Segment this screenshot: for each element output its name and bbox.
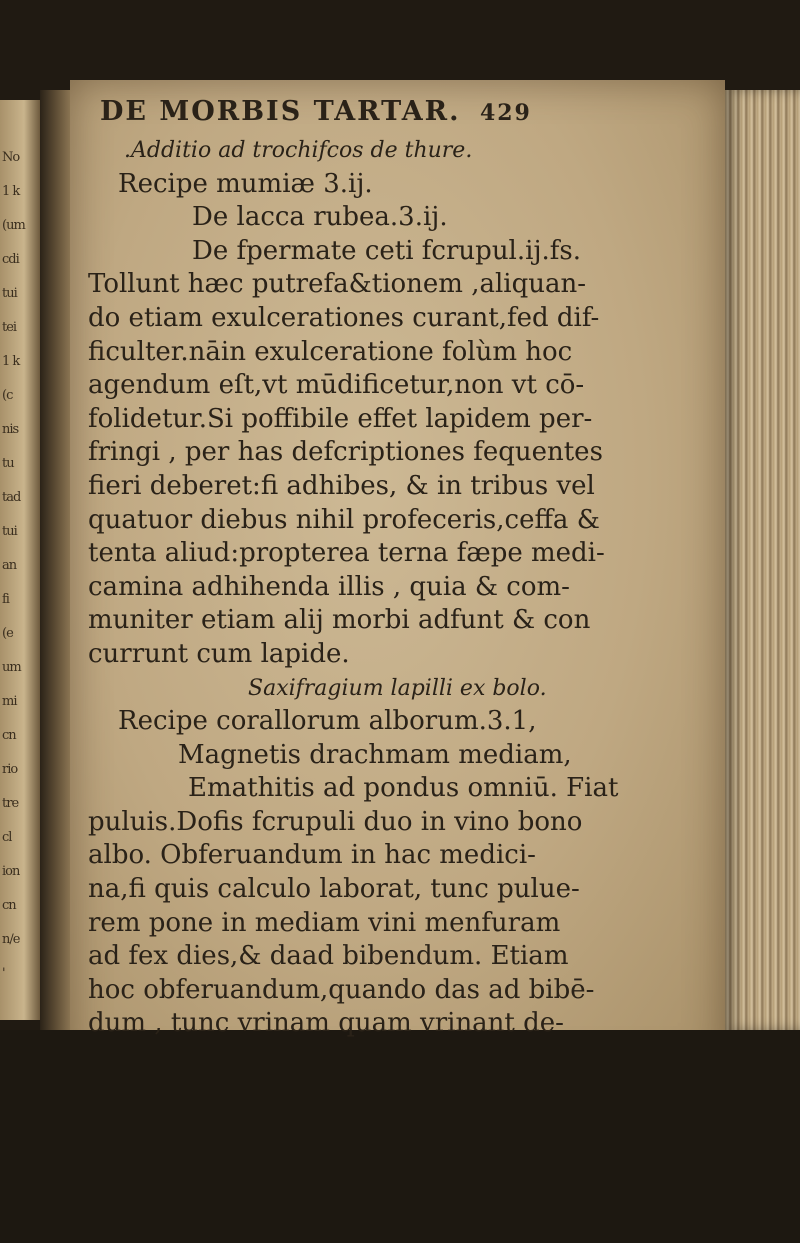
text-line: hoc obferuandum,quando das ad bibē- <box>88 974 595 1005</box>
text-line: fieri deberet:fi adhibes, & in tribus vel <box>88 470 595 501</box>
text-line: De lacca rubea.3.ij. <box>192 202 448 233</box>
page-number: 429 <box>479 100 532 126</box>
text-line: rem pone in mediam vini menfuram <box>88 907 561 938</box>
margin-fragment: fi <box>2 592 9 607</box>
text-line: dum , tunc vrinam quam vrinant de- <box>88 1008 564 1039</box>
text-line: Tollunt hæc putrefa&tionem ,aliquan- <box>88 269 587 300</box>
margin-fragment: tui <box>2 286 17 301</box>
page-text <box>88 96 708 1041</box>
margin-fragment: No <box>2 150 20 165</box>
margin-fragment: cl <box>2 830 12 845</box>
text-line: Emathitis ad pondus omniū. Fiat <box>188 773 619 804</box>
margin-fragment: cn <box>2 898 16 913</box>
margin-fragment: n/e <box>2 932 20 947</box>
margin-fragment: cn <box>2 728 16 743</box>
margin-fragment: (c <box>2 388 13 403</box>
margin-fragment: mi <box>2 694 17 709</box>
running-title: DE MORBIS TARTAR. <box>100 96 461 127</box>
margin-fragment: tre <box>2 796 19 811</box>
margin-fragment: 1 k <box>2 184 20 199</box>
text-line: ad fex dies,& daad bibendum. Etiam <box>88 941 569 972</box>
margin-fragment: nis <box>2 422 19 437</box>
margin-fragment: tad <box>2 490 21 505</box>
text-line: camina adhihenda illis , quia & com- <box>88 571 570 602</box>
margin-fragment: rio <box>2 762 18 777</box>
text-line: folidetur.Si poffibile effet lapidem per- <box>88 403 593 434</box>
margin-fragment: (um <box>2 218 25 233</box>
text-line: muniter etiam alij morbi adfunt & con <box>88 605 591 636</box>
text-line: Recipe mumiæ 3.ij. <box>118 168 373 199</box>
text-line: Magnetis drachmam mediam, <box>178 739 572 770</box>
running-header <box>100 96 708 134</box>
margin-fragment: tei <box>2 320 17 335</box>
text-line: albo. Obferuandum in hac medici- <box>88 840 536 871</box>
margin-fragment: an <box>2 558 17 573</box>
margin-fragment: tu <box>2 456 14 471</box>
margin-fragment: ion <box>2 864 20 879</box>
text-line: fringi , per has defcriptiones fequentes <box>88 437 603 468</box>
text-line: tenta aliud:propterea terna fæpe medi- <box>88 538 605 569</box>
margin-fragment: um <box>2 660 21 675</box>
text-line: Saxifragium lapilli ex bolo. <box>248 675 547 701</box>
text-line: .Additio ad trochifcos de thure. <box>124 138 473 163</box>
text-line: De fpermate ceti fcrupul.ij.fs. <box>192 235 582 266</box>
text-line: puluis.Dofis fcrupuli duo in vino bono <box>88 806 583 837</box>
book-gutter <box>40 90 70 1030</box>
margin-fragment: 1 k <box>2 354 20 369</box>
left-page-edge <box>0 100 40 1020</box>
text-line: currunt cum lapide. <box>88 638 350 669</box>
background-shadow <box>0 1030 800 1243</box>
margin-fragment: tui <box>2 524 17 539</box>
text-line: quatuor diebus nihil profeceris,ceffa & <box>88 504 600 535</box>
text-line: Recipe corallorum alborum.3.1, <box>118 706 537 737</box>
text-line: do etiam exulcerationes curant,fed dif- <box>88 302 600 333</box>
margin-fragment: ' <box>2 966 5 981</box>
margin-fragment: (e <box>2 626 13 641</box>
text-line: agendum eſt,vt mūdificetur,non vt cō- <box>88 370 585 401</box>
text-line: ficulter.nāin exulceratione folùm hoc <box>88 336 573 367</box>
margin-fragment: cdi <box>2 252 19 267</box>
page-edges <box>725 90 800 1030</box>
text-line: na,fi quis calculo laborat, tunc pulue- <box>88 874 580 905</box>
